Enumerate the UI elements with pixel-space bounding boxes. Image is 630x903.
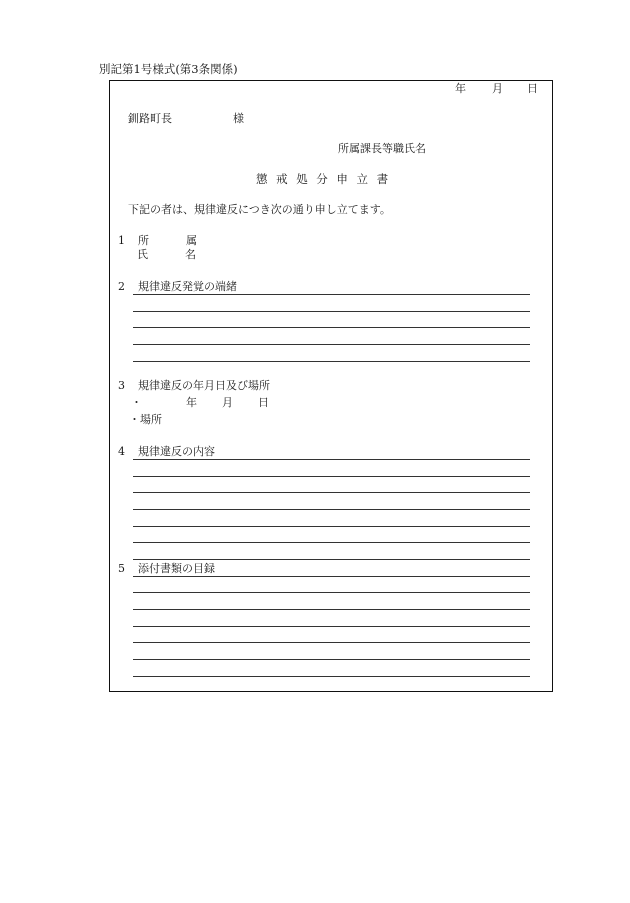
section-1-affiliation [118,235,197,246]
affiliation-char-2: 属 [186,234,197,247]
section-4-line[interactable] [133,459,530,460]
section-5-title: 添付書類の目録 [138,562,215,575]
date-day: 日 [527,82,538,95]
section-3-year: 年 [186,396,197,409]
applicant-label: 所属課長等職氏名 [338,142,426,155]
section-1-number: 1 [118,234,125,247]
section-4-number: 4 [118,445,125,458]
date-month: 月 [492,82,503,95]
section-2-line[interactable] [133,311,530,312]
section-4-line[interactable] [133,509,530,510]
section-3-place: ・場所 [129,413,162,426]
section-3-date [186,397,269,408]
section-3-day: 日 [258,396,269,409]
document-title: 懲戒処分申立書 [256,172,397,186]
name-char-2: 名 [185,248,196,261]
affiliation-char-1: 所 [138,234,149,247]
section-4-line[interactable] [133,492,530,493]
section-5-line[interactable] [133,609,530,610]
section-5-line[interactable] [133,576,530,577]
section-2-line[interactable] [133,361,530,362]
section-2-line[interactable] [133,327,530,328]
section-5-line[interactable] [133,642,530,643]
addressee-name: 釧路町長 [128,112,172,125]
section-5-line[interactable] [133,626,530,627]
section-2-line[interactable] [133,344,530,345]
section-2-title: 規律違反発覚の端緒 [138,280,237,293]
section-4-heading [118,446,215,457]
section-5-line[interactable] [133,676,530,677]
section-2-heading [118,281,237,292]
section-5-line[interactable] [133,592,530,593]
section-4-line[interactable] [133,526,530,527]
section-3-title: 規律違反の年月日及び場所 [138,379,270,392]
section-5-number: 5 [118,562,125,575]
addressee-honorific: 様 [233,112,244,125]
section-3-heading [118,380,270,391]
name-char-1: 氏 [137,248,148,261]
section-4-line[interactable] [133,476,530,477]
section-2-line[interactable] [133,294,530,295]
section-5-line[interactable] [133,659,530,660]
submission-date [455,83,538,94]
section-3-date-bullet: ・ [131,396,142,409]
section-2-number: 2 [118,280,125,293]
section-4-line[interactable] [133,542,530,543]
section-4-title: 規律違反の内容 [138,445,215,458]
date-year: 年 [455,82,466,95]
section-3-month: 月 [222,396,233,409]
section-4-line[interactable] [133,559,530,560]
intro-text: 下記の者は、規律違反につき次の通り申し立てます。 [128,203,391,216]
section-1-name [137,249,196,260]
section-5-heading [118,563,215,574]
form-number: 別記第1号様式(第3条関係) [99,62,238,76]
section-3-number: 3 [118,379,125,392]
